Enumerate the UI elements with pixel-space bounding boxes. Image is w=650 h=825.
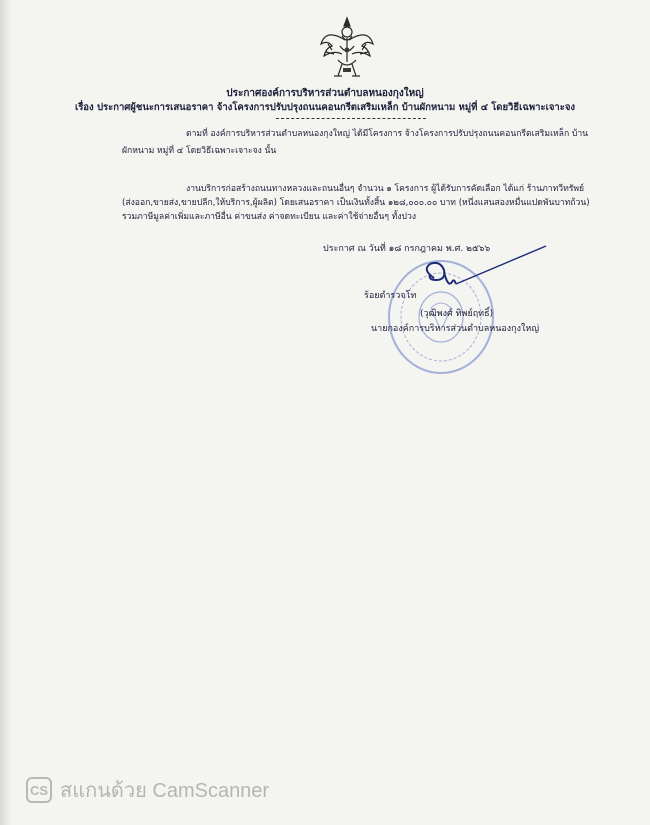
- signer-rank: ร้อยตำรวจโท: [364, 291, 417, 301]
- paragraph-1-line-1: ตามที่ องค์การบริหารส่วนตำบลหนองกุงใหญ่ ได้มีโครงการ จ้างโครงการปรับปรุงถนนคอนกรีตเสริมเหล็ก บ้าน: [186, 129, 589, 139]
- document-title: ประกาศองค์การบริหารส่วนตำบลหนองกุงใหญ่: [226, 88, 424, 99]
- signer-position: นายกองค์การบริหารส่วนตำบลหนองกุงใหญ่: [371, 324, 540, 334]
- garuda-emblem-icon: [318, 14, 376, 84]
- signer-name: (วุฒิพงศ์ ทิพย์ฤทธิ์): [420, 309, 494, 319]
- divider: [276, 118, 426, 119]
- paragraph-1-line-2: ผักหนาม หมู่ที่ ๔ โดยวิธีเฉพาะเจาะจง นั้น: [122, 146, 277, 156]
- document-subject: เรื่อง ประกาศผู้ชนะการเสนอราคา จ้างโครงการปรับปรุงถนนคอนกรีตเสริมเหล็ก บ้านผักหนาม หมู่ที่ ๔ โดยวิธีเฉพาะเจาะจง: [74, 102, 576, 113]
- camscanner-watermark: [26, 776, 269, 804]
- camscanner-logo-icon: CS: [26, 777, 52, 803]
- paragraph-2-line-2: (ส่งออก,ขายส่ง,ขายปลีก,ให้บริการ,ผู้ผลิต) โดยเสนอราคา เป็นเงินทั้งสิ้น ๑๒๘,๐๐๐.๐๐ บาท (หนึ่งแสนสองหมื่นแปดพันบาทถ้วน): [122, 198, 590, 208]
- announcement-date: ประกาศ ณ วันที่ ๑๘ กรกฎาคม พ.ศ. ๒๕๖๖: [323, 244, 491, 254]
- handwritten-signature-icon: [420, 240, 550, 306]
- camscanner-text: สแกนด้วย CamScanner: [60, 780, 270, 802]
- paragraph-2-line-3: รวมภาษีมูลค่าเพิ่มและภาษีอื่น ค่าขนส่ง ค่าจดทะเบียน และค่าใช้จ่ายอื่นๆ ทั้งปวง: [122, 212, 417, 222]
- page-edge: [0, 0, 12, 825]
- paragraph-2-line-1: งานบริการก่อสร้างถนนทางหลวงและถนนอื่นๆ จำนวน ๑ โครงการ ผู้ได้รับการคัดเลือก ได้แก่ ร้านภาทวีทรัพย์: [186, 184, 585, 194]
